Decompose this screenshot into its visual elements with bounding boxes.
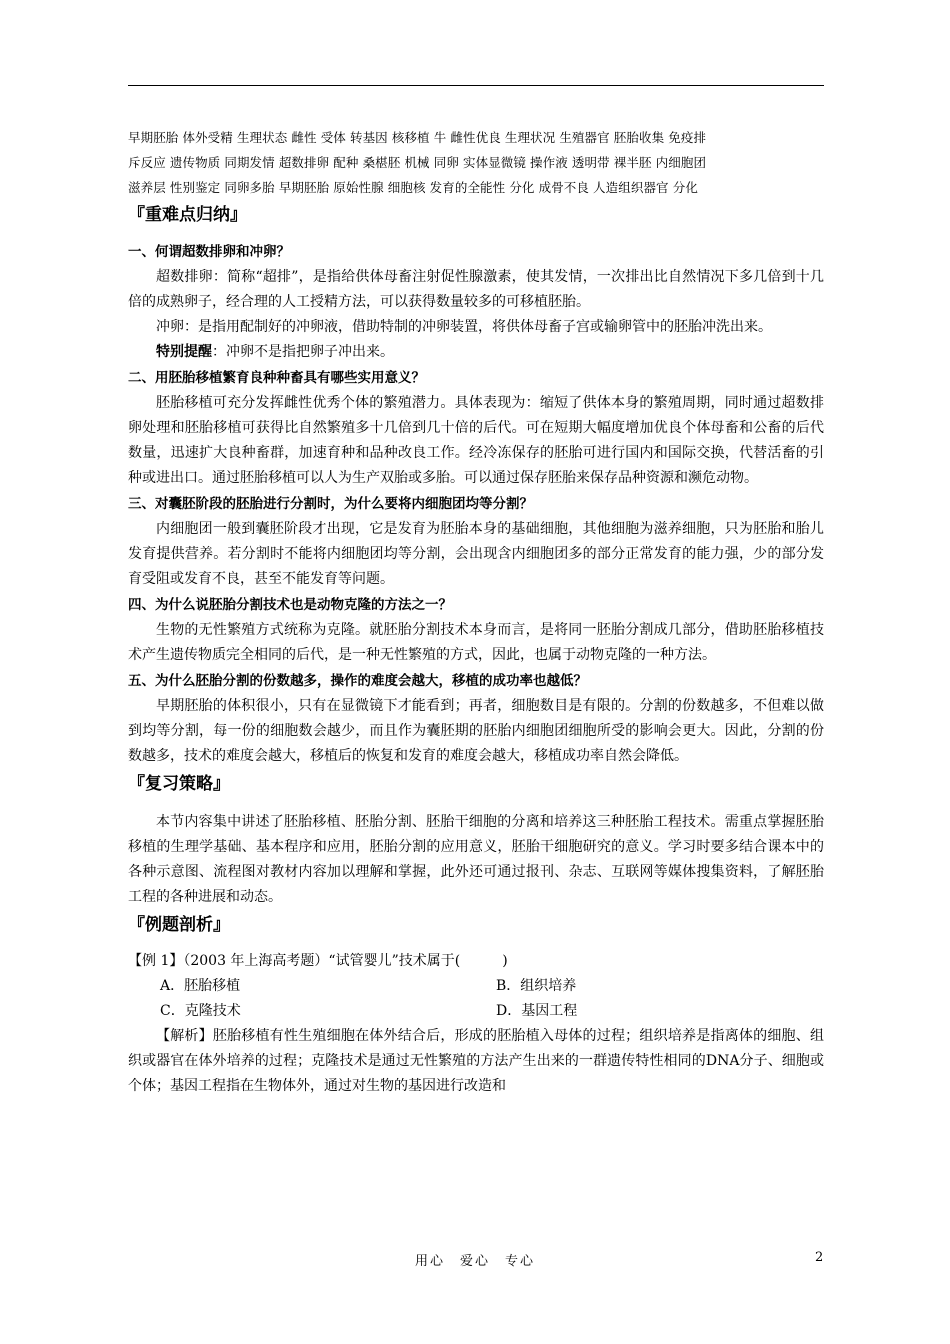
- option-a: A．胚胎移植: [160, 978, 241, 994]
- question-heading: 二、用胚胎移植繁育良种种畜具有哪些实用意义？: [128, 370, 425, 386]
- keyword-list: [128, 125, 824, 200]
- paragraph: 早期胚胎的体积很小，只有在显微镜下才能看到；再者，细胞数目是有限的。分割的份数越多，不但难以做到均等分割，每一份的细胞数会越少，而且作为囊胚期的胚胎内细胞团细胞所受的影响会更大。因此，分割的份数越多，技术的难度会越大，移植后的恢复和发育的难度会越大，移植成功率自然会降低。: [128, 698, 824, 764]
- paragraph: 生物的无性繁殖方式统称为克隆。就胚胎分割技术本身而言，是将同一胚胎分割成几部分，借助胚胎移植技术产生遗传物质完全相同的后代，是一种无性繁殖的方式，因此，也属于动物克隆的一种方法。: [128, 622, 824, 663]
- section-title-review-strategy: 『复习策略』: [128, 774, 230, 794]
- section-title-example-analysis: 『例题剖析』: [128, 915, 230, 935]
- note-label: 特别提醒: [156, 344, 212, 360]
- option-d: D．基因工程: [496, 1003, 578, 1019]
- note-text: ：冲卵不是指把卵子冲出来。: [212, 344, 394, 360]
- header-rule: [128, 85, 824, 86]
- note-paragraph: [128, 340, 824, 365]
- footer-motto: 用心 爱心 专心: [414, 1254, 535, 1269]
- keyword-line: 滋养层 性别鉴定 同卵多胎 早期胚胎 原始性腺 细胞核 发育的全能性 分化 成骨不良 人造组织器官 分化: [128, 180, 698, 195]
- question-heading: 五、为什么胚胎分割的份数越多，操作的难度会越大，移植的成功率也越低？: [128, 673, 587, 689]
- keyword-line: 斥反应 遗传物质 同期发情 超数排卵 配种 桑椹胚 机械 同卵 实体显微镜 操作液 透明带 裸半胚 内细胞团: [128, 155, 707, 170]
- page-number: 2: [815, 1250, 824, 1265]
- question-heading: 三、对囊胚阶段的胚胎进行分割时，为什么要将内细胞团均等分割？: [128, 496, 533, 512]
- option-b: B．组织培养: [496, 978, 577, 994]
- question-heading: 一、何谓超数排卵和冲卵？: [128, 244, 290, 260]
- page-content: [128, 125, 824, 1099]
- keyword-line: 早期胚胎 体外受精 生理状态 雌性 受体 转基因 核移植 牛 雌性优良 生理状况 生殖器官 胚胎收集 免疫排: [128, 130, 707, 145]
- paragraph: 冲卵：是指用配制好的冲卵液，借助特制的冲卵装置，将供体母畜子宫或输卵管中的胚胎冲洗出来。: [156, 319, 772, 335]
- example-question: 【例 1】（2003 年上海高考题）“试管婴儿”技术属于( ): [128, 953, 508, 969]
- question-heading: 四、为什么说胚胎分割技术也是动物克隆的方法之一？: [128, 597, 452, 613]
- section-title-key-points: 『重难点归纳』: [128, 205, 247, 225]
- paragraph: 内细胞团一般到囊胚阶段才出现，它是发育为胚胎本身的基础细胞，其他细胞为滋养细胞，只为胚胎和胎儿发育提供营养。若分割时不能将内细胞团均等分割，会出现含内细胞团多的部分正常发育的能力强，少的部分发育受阻或发育不良，甚至不能发育等问题。: [128, 521, 824, 587]
- paragraph: 本节内容集中讲述了胚胎移植、胚胎分割、胚胎干细胞的分离和培养这三种胚胎工程技术。需重点掌握胚胎移植的生理学基础、基本程序和应用，胚胎分割的应用意义，胚胎干细胞研究的意义。学习时要多结合课本中的各种示意图、流程图对教材内容加以理解和掌握，此外还可通过报刊、杂志、互联网等媒体搜集资料，了解胚胎工程的各种进展和动态。: [128, 814, 824, 905]
- analysis-paragraph: 【解析】胚胎移植有性生殖细胞在体外结合后，形成的胚胎植入母体的过程；组织培养是指离体的细胞、组织或器官在体外培养的过程；克隆技术是通过无性繁殖的方法产生出来的一群遗传特性相同的DNA分子、细胞或个体；基因工程指在生物体外，通过对生物的基因进行改造和: [128, 1028, 824, 1094]
- spacer: [128, 798, 824, 810]
- answer-options: [128, 974, 824, 1024]
- paragraph: 胚胎移植可充分发挥雌性优秀个体的繁殖潜力。具体表现为：缩短了供体本身的繁殖周期，同时通过超数排卵处理和胚胎移植可获得比自然繁殖多十几倍到几十倍的后代。可在短期大幅度增加优良个体母畜和公畜的后代数量，迅速扩大良种畜群，加速育种和品种改良工作。经冷冻保存的胚胎可进行国内和国际交换，代替活畜的引种或进出口。通过胚胎移植可以人为生产双胎或多胎。可以通过保存胚胎来保存品种资源和濒危动物。: [128, 395, 824, 486]
- option-c: C．克隆技术: [160, 1003, 241, 1019]
- paragraph: 超数排卵：简称“超排”，是指给供体母畜注射促性腺激素，使其发情，一次排出比自然情况下多几倍到十几倍的成熟卵子，经合理的人工授精方法，可以获得数量较多的可移植胚胎。: [128, 269, 824, 310]
